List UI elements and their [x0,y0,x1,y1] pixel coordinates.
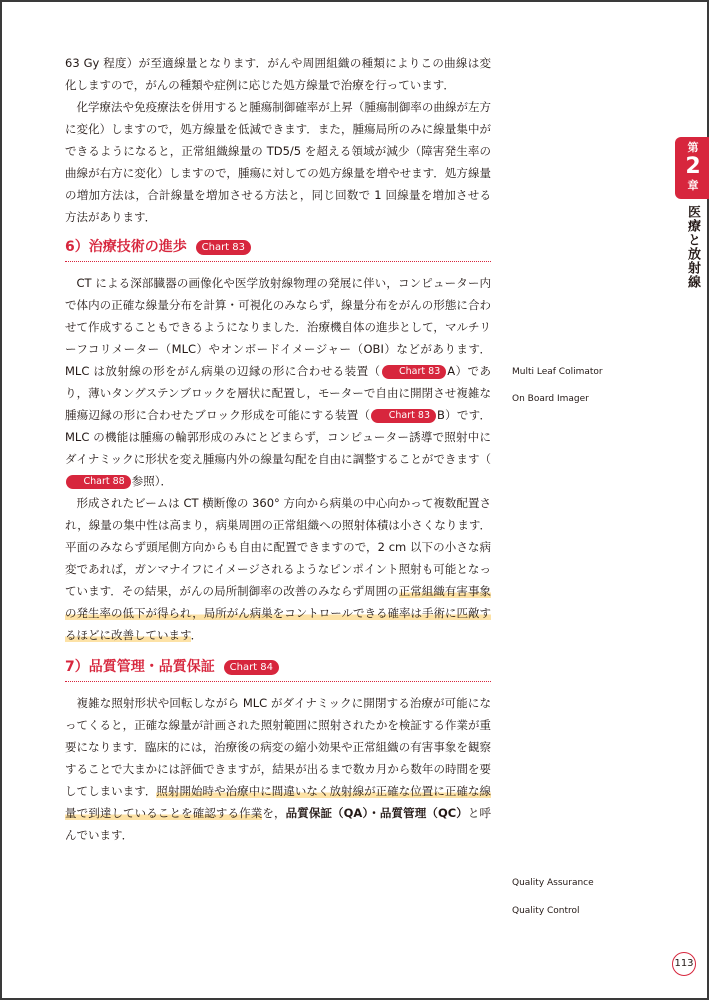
section-6-paragraph-2 [65,492,491,646]
section-7-paragraph-1 [65,692,491,846]
qa-qc-term: 品質保証（QA）・品質管理（QC） [285,806,468,820]
section-6-p2-end: ． [190,628,203,642]
section-6-text-c: B）です．MLC の機能は腫瘍の輪郭形成のみにとどまらず，コンピューター誘導で照射中にダイナミックに形状を変え腫瘍内外の線量勾配を自由に調整することができます（ [65,408,491,466]
side-note-qa: Quality Assurance [512,878,594,888]
section-6-highlight: 正常組織有害事象の発生率の低下が得られ，局所がん病巣をコントロールできる確率は手術に匹敵するほどに改善しています [65,584,492,642]
chart-83a-ref[interactable]: Chart 83 [382,365,447,379]
chart-88-ref[interactable]: Chart 88 [66,475,131,489]
section-7-text-b: を， [262,806,286,820]
side-note-mlc: Multi Leaf Colimator [512,367,603,377]
section-7-title: 7）品質管理・品質保証 [65,659,215,675]
section-6-heading [65,236,491,262]
chapter-dai: 第 [687,141,699,154]
section-6-text-a: CT による深部臓器の画像化や医学放射線物理の発展に伴い，コンピューター内で体内の正確な線量分布を計算・可視化のみならず，線量分布をがんの形態に合わせて作成することもできるようになりました．治療機自体の進歩として，マルチリーフコリメーター（MLC）やオンボードイメージャー（OBI）などがあります．MLC は放射線の形をがん病巣の辺縁の形に合わせる装置（ [65,276,491,378]
intro-paragraph-2: 化学療法や免疫療法を併用すると腫瘍制御確率が上昇（腫瘍制御率の曲線が左方に変化）しますので，処方線量を低減できます．また，腫瘍局所のみに線量集中ができるようになると，正常組織線量の TD5/5 を超える領域が減少（障害発生率の曲線が右方に変化）しますので，腫瘍に対しての処方線量を増やせます．処方線量の増加方法は，合計線量を増加させる方法と，同じ回数で 1 回線量を増加させる方法があります． [65,100,491,224]
section-6-p2-text: 形成されたビームは CT 横断像の 360° 方向から病巣の中心向かって複数配置され，線量の集中性は高まり，病巣周囲の正常組織への照射体積は小さくなります．平面のみならず頭尾側方向からも自由に配置できますので，2 cm 以下の小さな病変であれば，ガンマナイフにイメージされるようなピンポイント照射も可能となっています．その結果，がんの局所制御率の改善のみならず周囲の [65,496,491,598]
section-7-heading [65,656,491,682]
chapter-title: 医療と放射線 [685,205,700,289]
section-6-title: 6）治療技術の進歩 [65,239,187,255]
chapter-number: 2 [685,154,701,179]
section-7-text-c: と呼んでいます． [65,806,492,842]
page-number: 113 [672,952,696,976]
section-6-paragraph-1 [65,272,491,492]
chart-84-badge[interactable]: Chart 84 [224,660,279,675]
section-6-text-b: A）であり，薄いタングステンブロックを層状に配置し，モーターで自由に開閉させ複雑な腫瘍辺縁の形に合わせたブロック形成を可能にする装置（ [65,364,491,422]
section-7-text-a: 複雑な照射形状や回転しながら MLC がダイナミックに開閉する治療が可能になってくると，正確な線量が計画された照射範囲に照射されたかを検証する作業が重要になります．臨床的には，治療後の病変の縮小効果や正常組織の有害事象を観察することで大まかには評価できますが，結果が出るまで数カ月から数年の時間を要してしまいます． [65,696,491,798]
chart-83-badge[interactable]: Chart 83 [196,240,251,255]
section-7-highlight: 照射開始時や治療中に間違いなく放射線が正確な位置に正確な線量で到達していることを確認する作業 [65,784,491,820]
intro-paragraph-1: 63 Gy 程度）が至適線量となります．がんや周囲組織の種類によりこの曲線は変化しますので，がんの種類や症例に応じた処方線量で治療を行っています． [65,56,491,92]
section-6-text-d: 参照）． [131,474,172,488]
chart-83b-ref[interactable]: Chart 83 [371,409,436,423]
chapter-tab[interactable] [675,137,709,199]
chapter-sho: 章 [687,179,699,192]
side-note-qc: Quality Control [512,906,580,916]
main-text-column [65,52,491,846]
side-note-obi: On Board Imager [512,394,589,404]
